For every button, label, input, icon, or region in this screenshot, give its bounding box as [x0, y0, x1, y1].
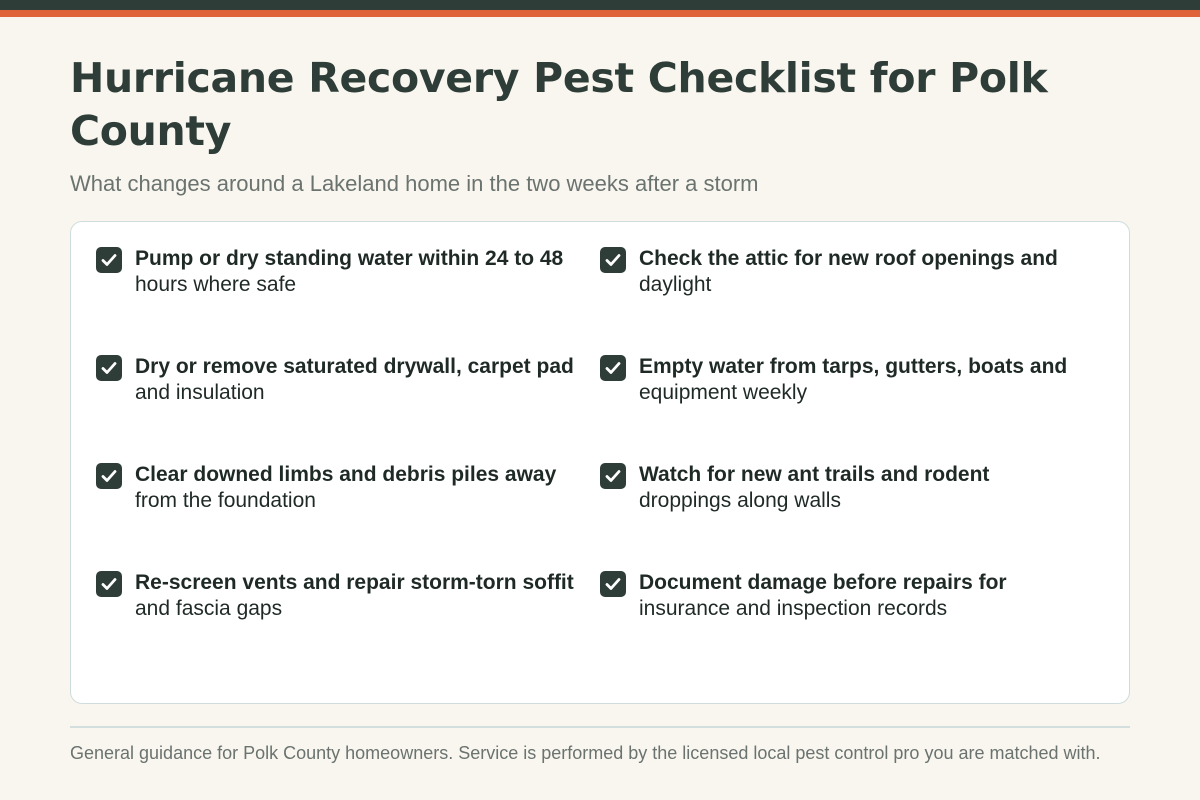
checklist-item-text	[135, 570, 574, 622]
checkbox-checked-icon[interactable]	[96, 571, 122, 597]
top-accent-stripe	[0, 10, 1200, 17]
checkbox-checked-icon[interactable]	[600, 247, 626, 273]
page-title: Hurricane Recovery Pest Checklist for Polk County	[70, 54, 1048, 155]
checklist-item-rest: insurance and inspection records	[639, 597, 948, 620]
checklist-item-bold: Dry or remove saturated drywall, carpet pad	[135, 355, 574, 378]
checklist-item[interactable]	[600, 570, 1104, 678]
page-content	[70, 52, 1130, 763]
checkbox-checked-icon[interactable]	[600, 355, 626, 381]
checklist-item-bold: Watch for new ant trails and rodent	[639, 463, 990, 486]
checklist-item-bold: Empty water from tarps, gutters, boats and	[639, 355, 1068, 378]
checklist-item-bold: Document damage before repairs for	[639, 571, 1007, 594]
checklist-card	[70, 221, 1130, 704]
checkbox-checked-icon[interactable]	[96, 463, 122, 489]
page-subtitle: What changes around a Lakeland home in the two weeks after a storm	[70, 171, 759, 196]
footer-divider	[70, 726, 1130, 728]
checklist-item-text	[135, 246, 563, 298]
checkbox-checked-icon[interactable]	[600, 463, 626, 489]
checklist-item-text	[135, 462, 556, 514]
checklist-item-bold: Re-screen vents and repair storm-torn soffit	[135, 571, 574, 594]
checklist-item-text	[639, 354, 1067, 406]
checklist-item[interactable]	[600, 354, 1104, 462]
checklist-item[interactable]	[96, 570, 600, 678]
checklist-item[interactable]	[96, 246, 600, 354]
checklist-grid	[96, 246, 1106, 678]
checklist-item-bold: Pump or dry standing water within 24 to 48	[135, 247, 564, 270]
checklist-item[interactable]	[96, 462, 600, 570]
checkbox-checked-icon[interactable]	[96, 355, 122, 381]
checklist-item-rest: from the foundation	[135, 489, 316, 512]
checklist-item-rest: hours where safe	[135, 273, 297, 296]
checklist-item[interactable]	[600, 462, 1104, 570]
checkbox-checked-icon[interactable]	[96, 247, 122, 273]
checklist-item-text	[639, 246, 1058, 298]
checklist-item-rest: and fascia gaps	[135, 597, 283, 620]
checklist-item-rest: daylight	[639, 273, 712, 296]
footer-note: General guidance for Polk County homeowners. Service is performed by the licensed local pest control pro you are matched with.	[70, 743, 1101, 763]
checklist-item[interactable]	[600, 246, 1104, 354]
checklist-item-rest: equipment weekly	[639, 381, 808, 404]
checklist-item-bold: Clear downed limbs and debris piles away	[135, 463, 557, 486]
checklist-item-bold: Check the attic for new roof openings and	[639, 247, 1058, 270]
checklist-item-text	[639, 462, 989, 514]
top-bar	[0, 0, 1200, 10]
checklist-item[interactable]	[96, 354, 600, 462]
checkbox-checked-icon[interactable]	[600, 571, 626, 597]
checklist-item-text	[639, 570, 1007, 622]
checklist-item-rest: and insulation	[135, 381, 265, 404]
checklist-item-text	[135, 354, 574, 406]
checklist-item-rest: droppings along walls	[639, 489, 841, 512]
